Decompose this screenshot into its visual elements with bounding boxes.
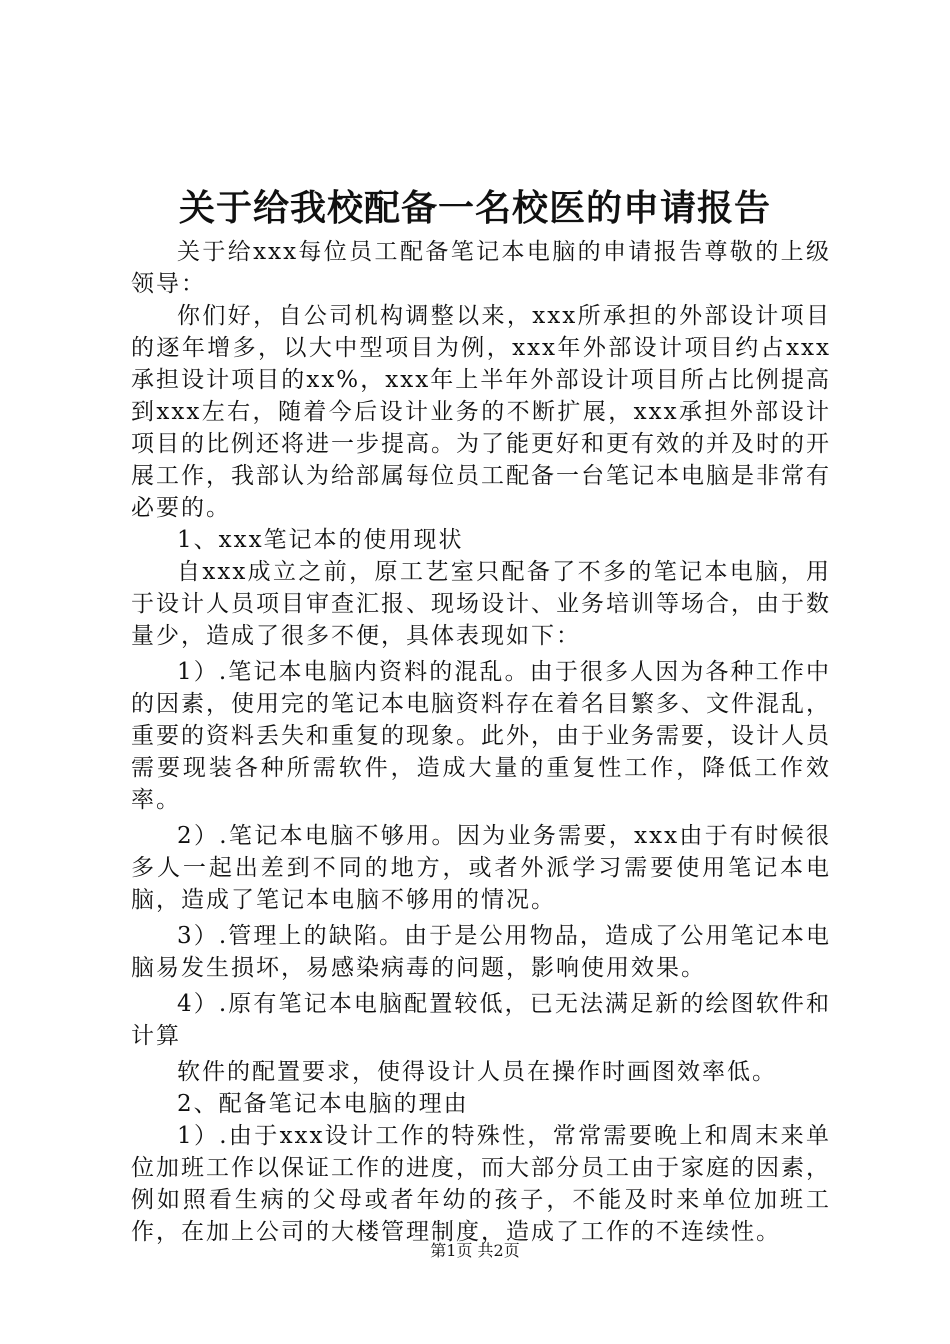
section-heading-current-status: 1、xxx笔记本的使用现状 (177, 527, 464, 553)
paragraph-item-4: 4）.原有笔记本电脑配置较低，已无法满足新的绘图软件和计算 (131, 991, 831, 1049)
document-body (131, 236, 831, 1248)
paragraph-item-2: 2）.笔记本电脑不够用。因为业务需要，xxx由于有时候很多人一起出差到不同的地方，或者外派学习需要使用笔记本电脑，造成了笔记本电脑不够用的情况。 (131, 823, 831, 913)
paragraph-item-1: 1）.笔记本电脑内资料的混乱。由于很多人因为各种工作中的因素，使用完的笔记本电脑资料存在着名目繁多、文件混乱，重要的资料丢失和重复的现象。此外，由于业务需要，设计人员需要现装各种所需软件，造成大量的重复性工作，降低工作效率。 (131, 659, 831, 813)
paragraph-reason-1: 1）.由于xxx设计工作的特殊性，常常需要晚上和周末来单位加班工作以保证工作的进度，而大部分员工由于家庭的因素，例如照看生病的父母或者年幼的孩子，不能及时来单位加班工作，在加上公司的大楼管理制度，造成了工作的不连续性。 (131, 1123, 831, 1245)
page-footer: 第1页 共2页 (430, 1241, 520, 1260)
paragraph-intro: 你们好，自公司机构调整以来，xxx所承担的外部设计项目的逐年增多，以大中型项目为例，xxx年外部设计项目约占xxx承担设计项目的xx%，xxx年上半年外部设计项目所占比例提高到xxx左右，随着今后设计业务的不断扩展，xxx承担外部设计项目的比例还将进一步提高。为了能更好和更有效的并及时的开展工作，我部认为给部属每位员工配备一台笔记本电脑是非常有必要的。 (131, 303, 831, 521)
paragraph-item-3: 3）.管理上的缺陷。由于是公用物品，造成了公用笔记本电脑易发生损坏，易感染病毒的问题，影响使用效果。 (131, 923, 831, 981)
section-heading-reasons: 2、配备笔记本电脑的理由 (177, 1091, 469, 1117)
paragraph-status-overview: 自xxx成立之前，原工艺室只配备了不多的笔记本电脑，用于设计人员项目审查汇报、现场设计、业务培训等场合，由于数量少，造成了很多不便，具体表现如下： (131, 559, 831, 649)
paragraph-item-4-continued: 软件的配置要求，使得设计人员在操作时画图效率低。 (177, 1059, 777, 1085)
document-title: 关于给我校配备一名校医的申请报告 (178, 187, 771, 229)
paragraph-salutation: 关于给xxx每位员工配备笔记本电脑的申请报告尊敬的上级领导： (131, 239, 831, 297)
